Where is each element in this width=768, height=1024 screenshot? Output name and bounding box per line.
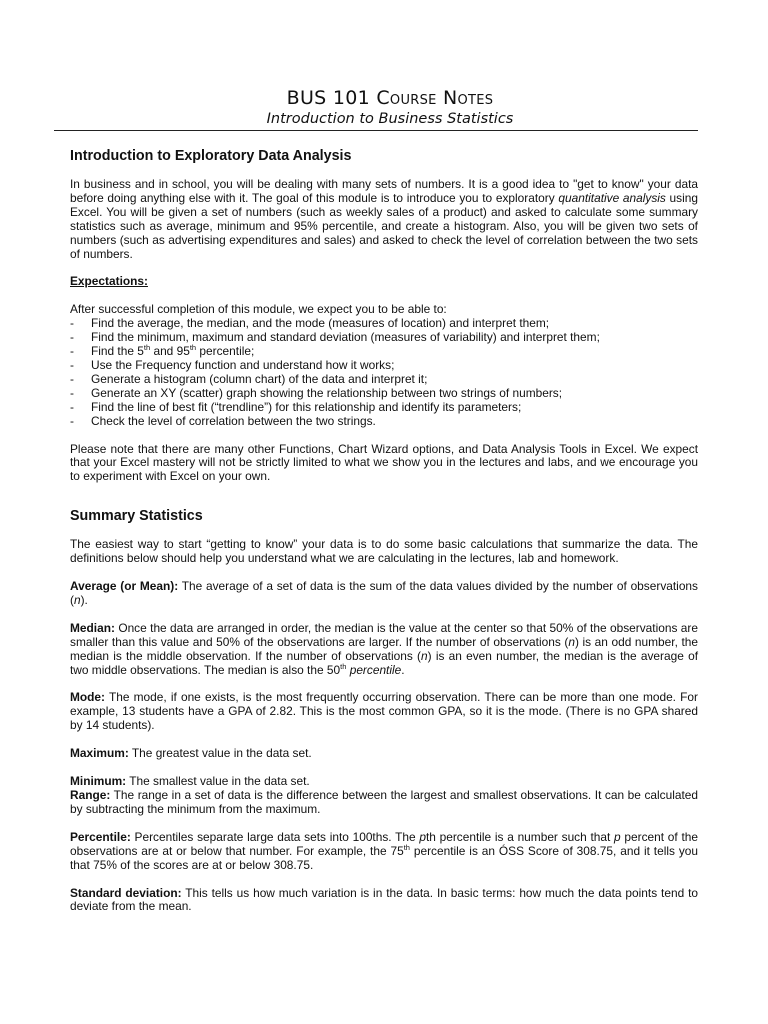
list-item: - Generate a histogram (column chart) of the data and interpret it; <box>70 373 698 387</box>
header-divider <box>54 130 698 131</box>
closing-paragraph: Please note that there are many other Functions, Chart Wizard options, and Data Analysis Tools in Excel. We expect that your Excel mastery will not be strictly limited to what we show you in the lectures and labs, and we encourage you to experiment with Excel on your own. <box>70 441 698 484</box>
list-item: - Find the minimum, maximum and standard deviation (measures of variability) and interpret them; <box>70 331 698 345</box>
definition-range: Range: The range in a set of data is the difference between the largest and smallest observations. It can be calculated by subtracting the minimum from the maximum. <box>70 788 698 816</box>
definition-minimum: Minimum: The smallest value in the data set. <box>70 774 310 789</box>
intro-paragraph: In business and in school, you will be dealing with many sets of numbers. It is a good idea to "get to know" your data before doing anything else with it. The goal of this module is to introduce you to exploratory quantitative analysis using Excel. You will be given a set of numbers (such as weekly sales of a product) and asked to calculate some summary statistics such as average, minimum and 95% percentile, and create a histogram. Also, you will be given two sets of numbers (such as advertising expenditures and sales) and asked to check the level of correlation between the two sets of numbers. <box>70 177 698 261</box>
definition-mode: Mode: The mode, if one exists, is the most frequently occurring observation. There can be more than one mode. For example, 13 students have a GPA of 2.82. This is the most common GPA, so it is the mode. (There is no GPA shared by 14 students). <box>70 690 698 733</box>
section-heading-summary: Summary Statistics <box>70 508 203 525</box>
list-item: - Generate an XY (scatter) graph showing the relationship between two strings of numbers; <box>70 387 698 401</box>
course-title: BUS 101 Course Notes <box>286 87 494 109</box>
document-body <box>70 146 698 914</box>
course-subtitle: Introduction to Business Statistics <box>266 111 514 127</box>
summary-intro: The easiest way to start “getting to know” your data is to do some basic calculations that summarize the data. The definitions below should help you understand what we are calculating in the lectures, lab and homework. <box>70 537 698 566</box>
list-item: - Check the level of correlation between the two strings. <box>70 415 698 429</box>
definition-standard-deviation: Standard deviation: This tells us how much variation is in the data. In basic terms: how much the data points tend to deviate from the mean. <box>70 885 698 914</box>
list-item: - Find the average, the median, and the mode (measures of location) and interpret them; <box>70 317 698 331</box>
list-item: - Find the 5th and 95th percentile; <box>70 345 698 359</box>
expectations-label: Expectations: <box>70 274 148 289</box>
definition-average: Average (or Mean): The average of a set of data is the sum of the data values divided by the number of observations (n). <box>70 579 698 607</box>
list-item: - Use the Frequency function and understand how it works; <box>70 359 698 373</box>
definition-percentile: Percentile: Percentiles separate large data sets into 100ths. The pth percentile is a number such that p percent of the observations are at or below that number. For example, the 75th percentile is an ÓSS Score of 308.75, and it tells you that 75% of the scores are at or below 308.75. <box>70 829 698 872</box>
definition-maximum: Maximum: The greatest value in the data set. <box>70 746 312 761</box>
document-header <box>70 86 698 128</box>
definition-median: Median: Once the data are arranged in order, the median is the value at the center so that 50% of the observations are smaller than this value and 50% of the observations are larger. If the number of observations (n) is an odd number, the median is the middle observation. If the number of observations (n) is an even number, the median is the average of two middle observations. The median is also the 50th percentile. <box>70 620 699 677</box>
list-item: - Find the line of best fit (“trendline”) for this relationship and identify its parameters; <box>70 401 698 415</box>
section-heading-eda: Introduction to Exploratory Data Analysis <box>70 148 352 164</box>
expectations-intro: After successful completion of this module, we expect you to be able to: <box>70 302 447 317</box>
expectations-list <box>70 317 698 428</box>
